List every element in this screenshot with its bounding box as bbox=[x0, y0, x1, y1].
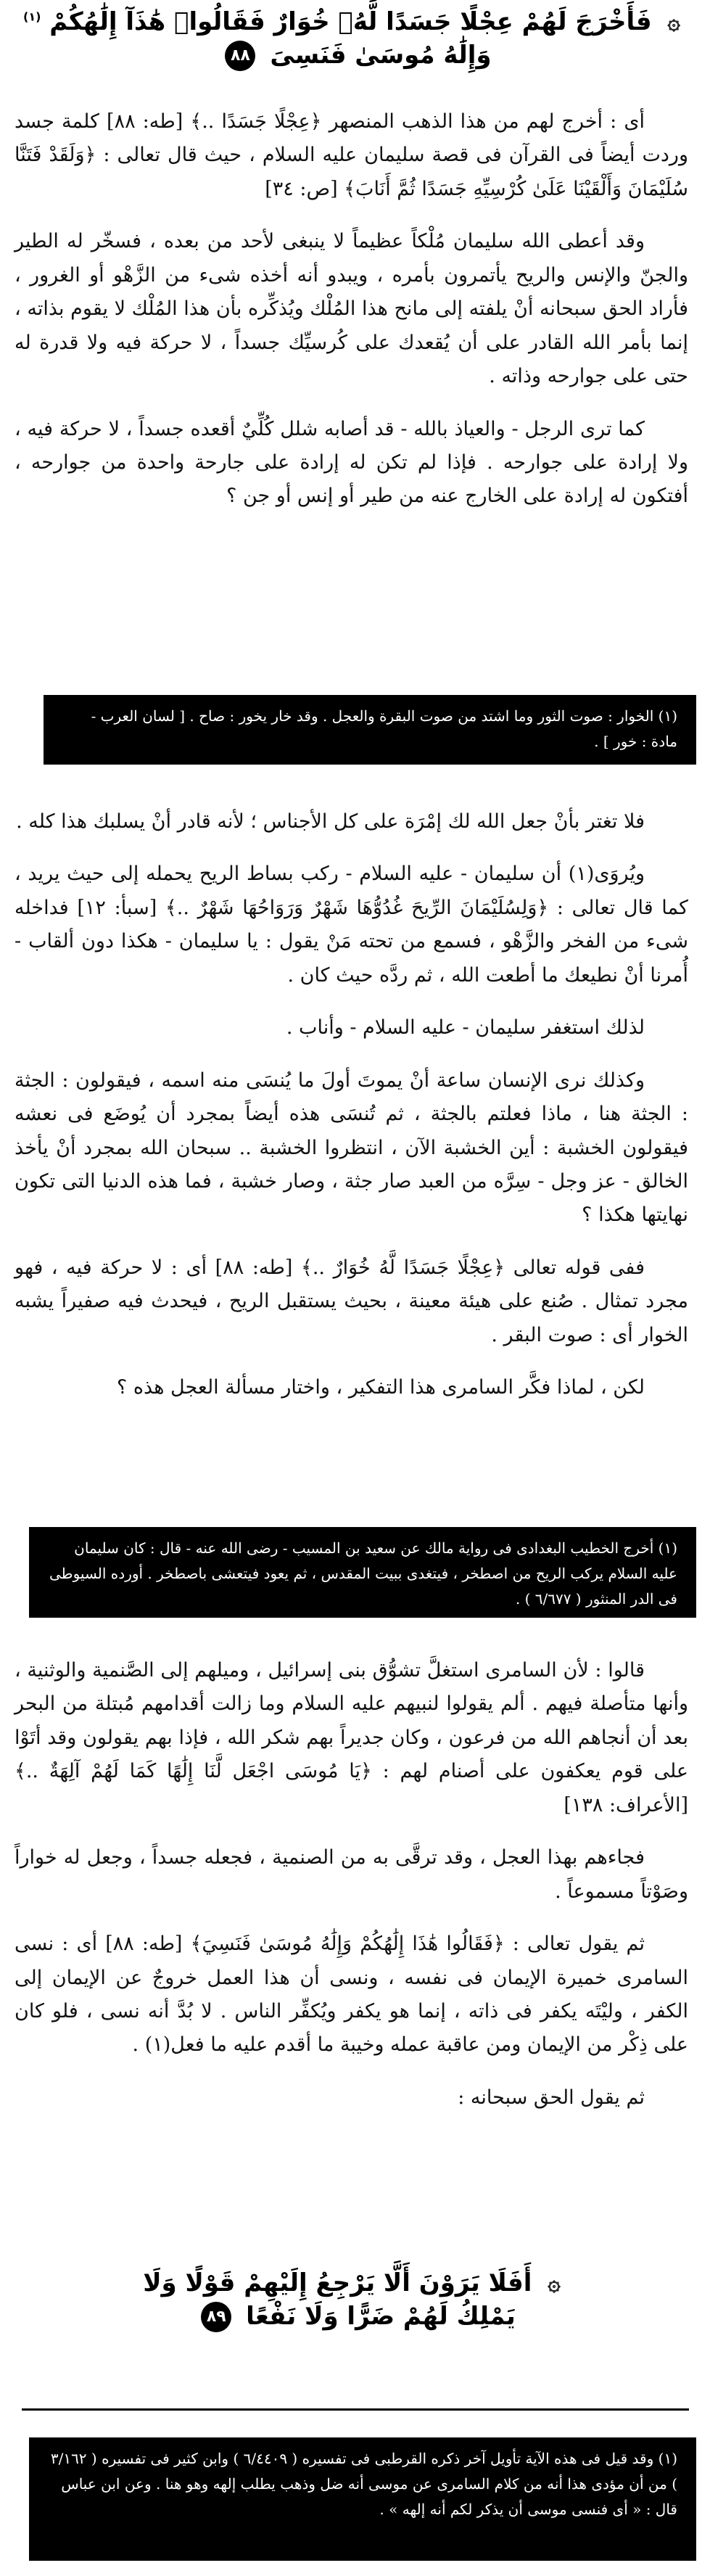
paragraph: لذلك استغفر سليمان - عليه السلام - وأناب . bbox=[286, 1016, 645, 1040]
verse-line: يَمْلِكُ لَهُمْ ضَرًّا وَلَا نَفْعًا bbox=[246, 2301, 516, 2331]
paragraph: أى : أخرج لهم من هذا الذهب المنصهر ﴿عِجْلًا جَسَدًا ..﴾ [طه: ٨٨] كلمة جسد وردت أيضاً فى القرآن فى قصة سليمان عليه السلام ، حيث قال تعالى : ﴿وَلَقَدْ فَتَنَّا سُلَيْمَانَ وَأَلْقَيْنَا عَلَىٰ كُرْسِيِّهِ جَسَدًا ثُمَّ أَنَابَ﴾ [ص: ٣٤] bbox=[15, 110, 688, 200]
body-text bbox=[0, 805, 710, 1424]
paragraph: ثم يقول تعالى : ﴿فَقَالُوا هَٰذَا إِلَٰهُكُمْ وَإِلَٰهُ مُوسَىٰ فَنَسِيَ﴾ [طه: ٨٨] أى : نسى السامرى خميرة الإيمان فى نفسه ، ونسى أن هذا العمل خروجٌ عن الإيمان إلى الكفر ، وليْتَه يكفر فى ذاته ، إنما هو يكفر ويُكفِّر الناس . لا بُدَّ أنه نسى ، فلو كان على ذِكْر من الإيمان ومن عاقبة عمله وخيبة ما أقدم عليه ما فعل(١) . bbox=[15, 1933, 688, 2057]
ornament-icon: ۞ bbox=[667, 9, 680, 36]
body-text bbox=[0, 105, 710, 532]
paragraph: فجاءهم بهذا العجل ، وقد ترقَّى به من الصنمية ، فجعله جسداً ، وجعل له خواراً وصَوْتاً مسموعاً . bbox=[15, 1846, 688, 1903]
page-3 bbox=[0, 1632, 710, 2576]
paragraph: فلا تغتر بأنْ جعل الله لك إمْرَة على كل الأجناس ؛ لأنه قادر أنْ يسلبك هذا كله . bbox=[16, 810, 645, 833]
page-2 bbox=[0, 783, 710, 1632]
footnote: (١) الخوار : صوت الثور وما اشتد من صوت البقرة والعجل . وقد خار يخور : صاح . [ لسان العرب - مادة : خور ] . bbox=[44, 695, 696, 765]
verse-footnote-mark: (١) bbox=[23, 9, 41, 24]
paragraph: وكذلك نرى الإنسان ساعة أنْ يموتَ أولَ ما يُنسَى منه اسمه ، فيقولون : الجثة : الجثة هنا ، ماذا فعلتم بالجثة ، ثم تُنسَى هذه أيضاً بمجرد أن يُوضَع فى نعشه فيقولون الخشبة : أين الخشبة الآن ، انتظروا الخشبة .. سبحان الله بمجرد أنْ يأخذ الخالق - عز وجل - سِرَّه من العبد صار جثة ، وصار خشبة ، فما هذه الدنيا التى تكون نهايتها هكذا ؟ bbox=[15, 1069, 688, 1227]
verse-line: أَفَلَا يَرَوْنَ أَلَّا يَرْجِعُ إِلَيْهِمْ قَوْلًا وَلَا bbox=[143, 2268, 532, 2297]
paragraph: كما ترى الرجل - والعياذ بالله - قد أصابه شلل كُلِّيٌ أقعده جسداً ، لا حركة فيه ، ولا إرادة على جوارحه . فإذا لم تكن له إرادة على جارحة واحدة من جوارحه ، أفتكون له إرادة على الخارج عنه من طير أو إنس أو جن ؟ bbox=[15, 417, 688, 508]
verse-block-89 bbox=[29, 2267, 682, 2334]
paragraph: ثم يقول الحق سبحانه : bbox=[458, 2086, 645, 2109]
paragraph: وقد أعطى الله سليمان مُلْكاً عظيماً لا ينبغى لأحد من بعده ، فسخّر له الطير والجنّ والإنس والريح يأتمرون بأمره ، ويبدو أنه أخذه شىء من الزَّهْو أو الغرور ، فأراد الحق سبحانه أنْ يلفته إلى مانح هذا المُلْك ويُذكِّره بأن هذا المُلْك لا يقوم بذاته ، إنما بأمر الله القادر على أن يُقعدك على كُرسيِّك جسداً ، لا حركة فيه ولا قدرة له حتى على جوارحه وذاته . bbox=[15, 230, 688, 388]
paragraph: ويُروَى(١) أن سليمان - عليه السلام - ركب بساط الريح يحمله إلى حيث يريد ، كما قال تعالى : ﴿وَلِسُلَيْمَانَ الرِّيحَ غُدُوُّهَا شَهْرٌ وَرَوَاحُهَا شَهْرٌ ..﴾ [سبأ: ١٢] فداخله شىء من الفخر والزَّهْو ، فسمع من تحته مَنْ يقول : يا سليمان - هكذا دون ألقاب - أُمرنا أنْ نطيعك ما أطعت الله ، ثم ردَّه حيث كان . bbox=[15, 863, 688, 987]
verse-header-88 bbox=[15, 6, 696, 73]
footnote: (١) أخرج الخطيب البغدادى فى رواية مالك عن سعيد بن المسيب - رضى الله عنه - قال : كان سليمان عليه السلام يركب الريح من اصطخر ، فيتغدى ببيت المقدس ، ثم يعود فيتعشى باصطخر . أورده السيوطى فى الدر المنثور ( ٦/٦٧٧ ) . bbox=[29, 1527, 696, 1618]
paragraph: ففى قوله تعالى ﴿عِجْلًا جَسَدًا لَّهُ خُوَارٌ ..﴾ [طه: ٨٨] أى : لا حركة فيه ، فهو مجرد تمثال . صُنع على هيئة معينة ، بحيث يستقبل الريح ، فيحدث فيه صفيراً يشبه الخوار أى : صوت البقر . bbox=[15, 1256, 688, 1346]
page-1 bbox=[0, 0, 710, 783]
verse-number: ٨٩ bbox=[201, 2302, 231, 2332]
ornament-icon: ۞ bbox=[548, 2271, 561, 2297]
body-text bbox=[0, 1654, 710, 2133]
footnote: (١) وقد قيل فى هذه الآية تأويل آخر ذكره القرطبى فى تفسيره ( ٦/٤٤٠٩ ) وابن كثير فى تفسيره ( ٣/١٦٢ ) من أن مؤدى هذا أنه من كلام السامرى عن موسى أنه ضل وذهب يطلب إلهه وهو هنا . وعن ابن عباس قال : « أى فنسى موسى أن يذكر لكم أنه إلهه » . bbox=[29, 2437, 696, 2561]
footnote-divider bbox=[22, 2408, 689, 2411]
paragraph: لكن ، لماذا فكَّر السامرى هذا التفكير ، واختار مسألة العجل هذه ؟ bbox=[117, 1376, 645, 1399]
verse-line: فَأَخْرَجَ لَهُمْ عِجْلًا جَسَدًا لَّهُۥ خُوَارٌ فَقَالُوا۟ هَٰذَآ إِلَٰهُكُمْ bbox=[49, 7, 652, 36]
paragraph: قالوا : لأن السامرى استغلَّ تشوُّق بنى إسرائيل ، وميلهم إلى الصَّنمية والوثنية ، وأنها متأصلة فيهم . ألم يقولوا لنبيهم عليه السلام وما زالت أقدامهم مُبتلة من البحر بعد أن أنجاهم الله من فرعون ، وكان جديراً بهم شكر الله ، فإذا بهم يقولون وقد أتَوْا على قوم يعكفون على أصنام لهم : ﴿يَا مُوسَى اجْعَل لَّنَا إِلَٰهًا كَمَا لَهُمْ آلِهَةٌ ..﴾ [الأعراف: ١٣٨] bbox=[15, 1659, 688, 1816]
verse-number: ٨٨ bbox=[225, 41, 255, 71]
verse-line: وَإِلَٰهُ مُوسَىٰ فَنَسِىَ bbox=[270, 40, 492, 70]
